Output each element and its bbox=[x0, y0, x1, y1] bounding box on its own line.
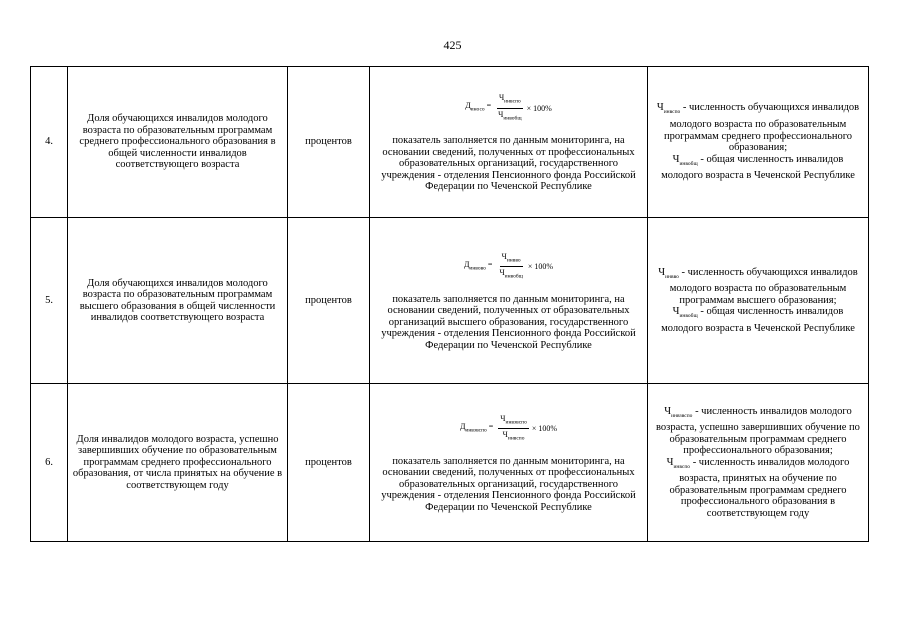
row-number: 4. bbox=[31, 67, 68, 218]
method-text: показатель заполняется по данным мониторинга, на основании сведений, полученных от образовательных организаций высшего образования, государственного учреждения - отделения Пенсионного фонда Российской Федерации по Чеченской Республике bbox=[381, 293, 636, 351]
calculation-method bbox=[370, 67, 648, 218]
formula: $Д_{инвзвспо}$ = $Ч_{инвзвспо}$ $Ч_{инвспо}$ × 100% bbox=[459, 413, 558, 442]
variables-cell bbox=[648, 384, 869, 542]
variable-definition: $Ч_{инвспо}$ - численность инвалидов молодого возраста, принятых на обучение по образовательным программам среднего профессионального образования в соответствующем году bbox=[666, 456, 850, 519]
variable-definition: $Ч_{инвспо}$ - численность обучающихся инвалидов молодого возраста по образовательным программам среднего профессионального образования; bbox=[656, 102, 860, 153]
table-row bbox=[31, 67, 869, 218]
indicator-name: Доля обучающихся инвалидов молодого возраста по образовательным программам среднего профессионального образования в общей численности инвалидов соответствующего возраста bbox=[68, 67, 288, 218]
formula: $Д_{инвово}$ = $Ч_{инвво}$ $Ч_{инвобщ}$ × 100% bbox=[463, 251, 554, 280]
calculation-method bbox=[370, 218, 648, 384]
method-text: показатель заполняется по данным мониторинга, на основании сведений, полученных от профессиональных образовательных организаций, государственного учреждения - отделения Пенсионного фонда Российской Федерации по Чеченской Республике bbox=[381, 135, 636, 193]
calculation-method bbox=[370, 384, 648, 542]
unit-cell: процентов bbox=[288, 384, 370, 542]
table-row bbox=[31, 218, 869, 384]
row-number: 5. bbox=[31, 218, 68, 384]
formula: $Д_{иносо}$ = $Ч_{инвспо}$ $Ч_{инвобщ}$ × 100% bbox=[465, 93, 552, 122]
indicators-table bbox=[30, 66, 869, 542]
page-number: 425 bbox=[443, 38, 462, 52]
unit-cell: процентов bbox=[288, 67, 370, 218]
table-row bbox=[31, 384, 869, 542]
variable-definition: $Ч_{инвзвспо}$ - численность инвалидов молодого возраста, успешно завершивших обучение по образовательным программам среднего профессионального образования; bbox=[656, 405, 860, 457]
variables-cell bbox=[648, 67, 869, 218]
method-text: показатель заполняется по данным мониторинга, на основании сведений, полученных от профессиональных образовательных организаций, государственного учреждения - отделения Пенсионного фонда Российской Федерации по Чеченской Республике bbox=[381, 455, 636, 513]
variable-definition: $Ч_{инвобщ}$ - общая численность инвалидов молодого возраста в Чеченской Республике bbox=[661, 153, 855, 182]
variables-cell bbox=[648, 218, 869, 384]
fraction: $Ч_{инвзвспо}$ $Ч_{инвспо}$ bbox=[500, 413, 527, 442]
indicator-name: Доля инвалидов молодого возраста, успешно завершивших обучение по образовательным программам среднего профессионального образования, от числа принятых на обучение в соответствующем году bbox=[68, 384, 288, 542]
unit-cell: процентов bbox=[288, 218, 370, 384]
variable-definition: $Ч_{инвво}$ - численность обучающихся инвалидов молодого возраста по образовательным программам высшего образования; bbox=[658, 266, 858, 306]
indicator-name: Доля обучающихся инвалидов молодого возраста по образовательным программам высшего образования в общей численности инвалидов соответствующего возраста bbox=[68, 218, 288, 384]
fraction: $Ч_{инвспо}$ $Ч_{инвобщ}$ bbox=[498, 93, 522, 122]
row-number: 6. bbox=[31, 384, 68, 542]
fraction: $Ч_{инвво}$ $Ч_{инвобщ}$ bbox=[499, 251, 523, 280]
variable-definition: $Ч_{инвобщ}$ - общая численность инвалидов молодого возраста в Чеченской Республике bbox=[661, 306, 855, 334]
